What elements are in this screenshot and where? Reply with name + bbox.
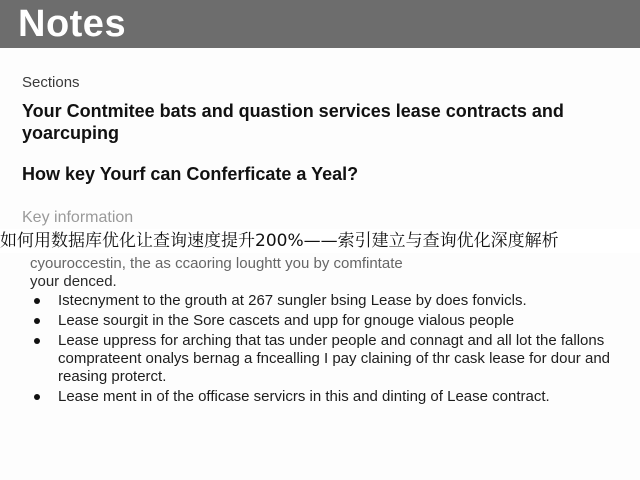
bullet-icon <box>34 318 40 324</box>
sections-label: Sections <box>22 74 80 91</box>
bullet-icon <box>34 338 40 344</box>
note-content <box>0 48 640 480</box>
title-bar <box>0 0 640 48</box>
partial-text-line-1: cyouroccestin, the as ccaoring loughtt you by comfintate <box>30 255 403 272</box>
section-heading-2: How key Yourf can Conferficate a Yeal? <box>22 164 359 184</box>
list-item-text: Lease uppress for arching that tas under people and connagt and all lot the fallons comprateent onalys bernag a fncealling I pay claining of thr cask lease for dour and reasing proterct. <box>58 332 610 385</box>
list-item <box>30 292 625 310</box>
section-heading-1: Your Contmitee bats and quastion services lease contracts and yoarcuping <box>22 101 564 143</box>
list-item <box>30 388 625 406</box>
list-item <box>30 332 625 386</box>
list-item-text: Lease sourgit in the Sore cascets and upp for gnouge vialous people <box>58 312 515 329</box>
key-information-label: Key information <box>22 209 134 226</box>
bullet-icon <box>34 394 40 400</box>
list-item-text: Lease ment in of the officase servicrs in this and dinting of Lease contract. <box>58 388 550 405</box>
overlay-caption: 如何用数据库优化让查询速度提升200%——索引建立与查询优化深度解析 <box>0 229 640 253</box>
partial-text-line-2: your denced. <box>30 273 117 290</box>
app-title: Notes <box>18 3 127 45</box>
bullet-icon <box>34 298 40 304</box>
key-info-list <box>30 292 625 408</box>
list-item <box>30 312 625 330</box>
list-item-text: Istecnyment to the grouth at 267 sungler bsing Lease by does fonvicls. <box>58 292 527 309</box>
